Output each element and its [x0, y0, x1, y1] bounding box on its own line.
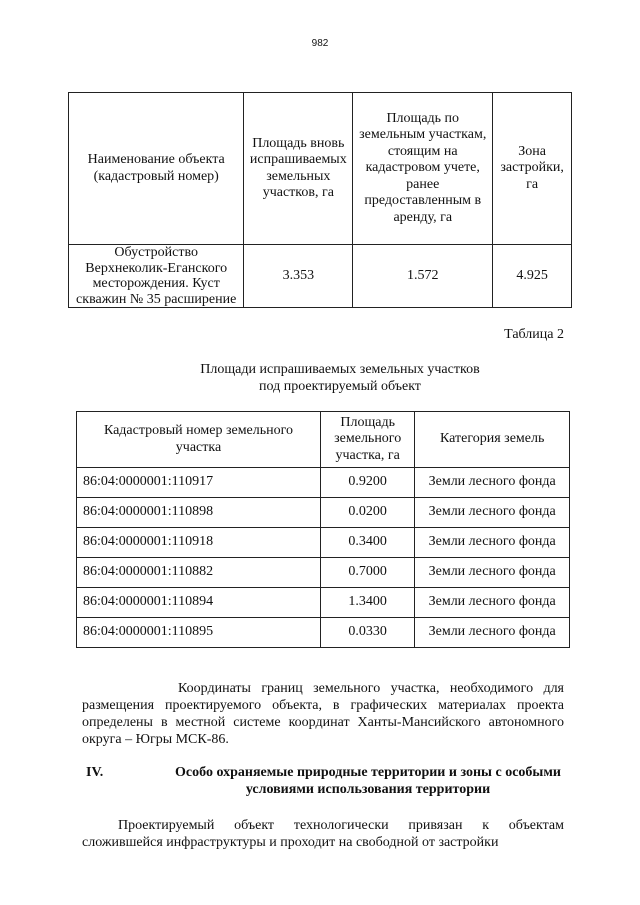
page-number: 982: [311, 38, 329, 49]
section-title: Особо охраняемые природные территории и зоны с особыми условиями использования территории: [175, 765, 561, 797]
header-cadastral-number: Кадастровый номер земельного участка: [77, 412, 321, 468]
table-header-row: [77, 412, 570, 468]
cell-land-category: Земли лесного фонда: [415, 618, 570, 648]
table-row: [77, 468, 570, 498]
header-land-category: Категория земель: [415, 412, 570, 468]
table-row: [77, 558, 570, 588]
cell-build-zone: 4.925: [493, 245, 572, 308]
section-heading: [86, 764, 566, 798]
cell-plot-area: 0.9200: [320, 468, 414, 498]
table-row: [77, 528, 570, 558]
cell-cadastral-number: 86:04:0000001:110895: [77, 618, 321, 648]
cell-cadastral-number: 86:04:0000001:110917: [77, 468, 321, 498]
caption-line: под проектируемый объект: [259, 379, 421, 394]
cell-plot-area: 0.7000: [320, 558, 414, 588]
header-build-zone: Зона застройки, га: [493, 93, 572, 245]
cell-land-category: Земли лесного фонда: [415, 468, 570, 498]
table-row: [77, 498, 570, 528]
table-row: [77, 588, 570, 618]
cell-cadastral-number: 86:04:0000001:110894: [77, 588, 321, 618]
cell-land-category: Земли лесного фонда: [415, 528, 570, 558]
table-row: [69, 245, 572, 308]
cell-plot-area: 1.3400: [320, 588, 414, 618]
cell-cadastral-number: 86:04:0000001:110918: [77, 528, 321, 558]
cell-land-category: Земли лесного фонда: [415, 498, 570, 528]
table-row: [77, 618, 570, 648]
section-number: IV.: [86, 765, 104, 780]
cell-land-category: Земли лесного фонда: [415, 588, 570, 618]
table-label: Таблица 2: [504, 327, 564, 342]
body-paragraph: Проектируемый объект технологически привязан к объектам сложившейся инфраструктуры и проходит на свободной от застройки: [82, 818, 564, 850]
coordinates-paragraph: Координаты границ земельного участка, необходимого для размещения проектируемого объекта, в графических материалах проекта определены в местной системе координат Ханты-Мансийского автономного округа – Югры МСК-86.: [82, 681, 564, 747]
cell-plot-area: 0.3400: [320, 528, 414, 558]
header-leased-area: Площадь по земельным участкам, стоящим на кадастровом учете, ранее предоставленным в аренду, га: [353, 93, 493, 245]
header-plot-area: Площадь земельного участка, га: [320, 412, 414, 468]
table-header-row: [69, 93, 572, 245]
cell-plot-area: 0.0200: [320, 498, 414, 528]
table-caption: [0, 361, 640, 395]
cell-plot-area: 0.0330: [320, 618, 414, 648]
land-plots-table: [76, 411, 570, 648]
cell-land-category: Земли лесного фонда: [415, 558, 570, 588]
cell-cadastral-number: 86:04:0000001:110898: [77, 498, 321, 528]
header-new-area: Площадь вновь испрашиваемых земельных участков, га: [244, 93, 353, 245]
cell-object-name: Обустройство Верхнеколик-Еганского месторождения. Куст скважин № 35 расширение: [69, 245, 244, 308]
header-object-name: Наименование объекта (кадастровый номер): [69, 93, 244, 245]
cell-cadastral-number: 86:04:0000001:110882: [77, 558, 321, 588]
cell-new-area: 3.353: [244, 245, 353, 308]
objects-area-table: [68, 92, 572, 308]
caption-line: Площади испрашиваемых земельных участков: [200, 362, 480, 377]
cell-leased-area: 1.572: [353, 245, 493, 308]
